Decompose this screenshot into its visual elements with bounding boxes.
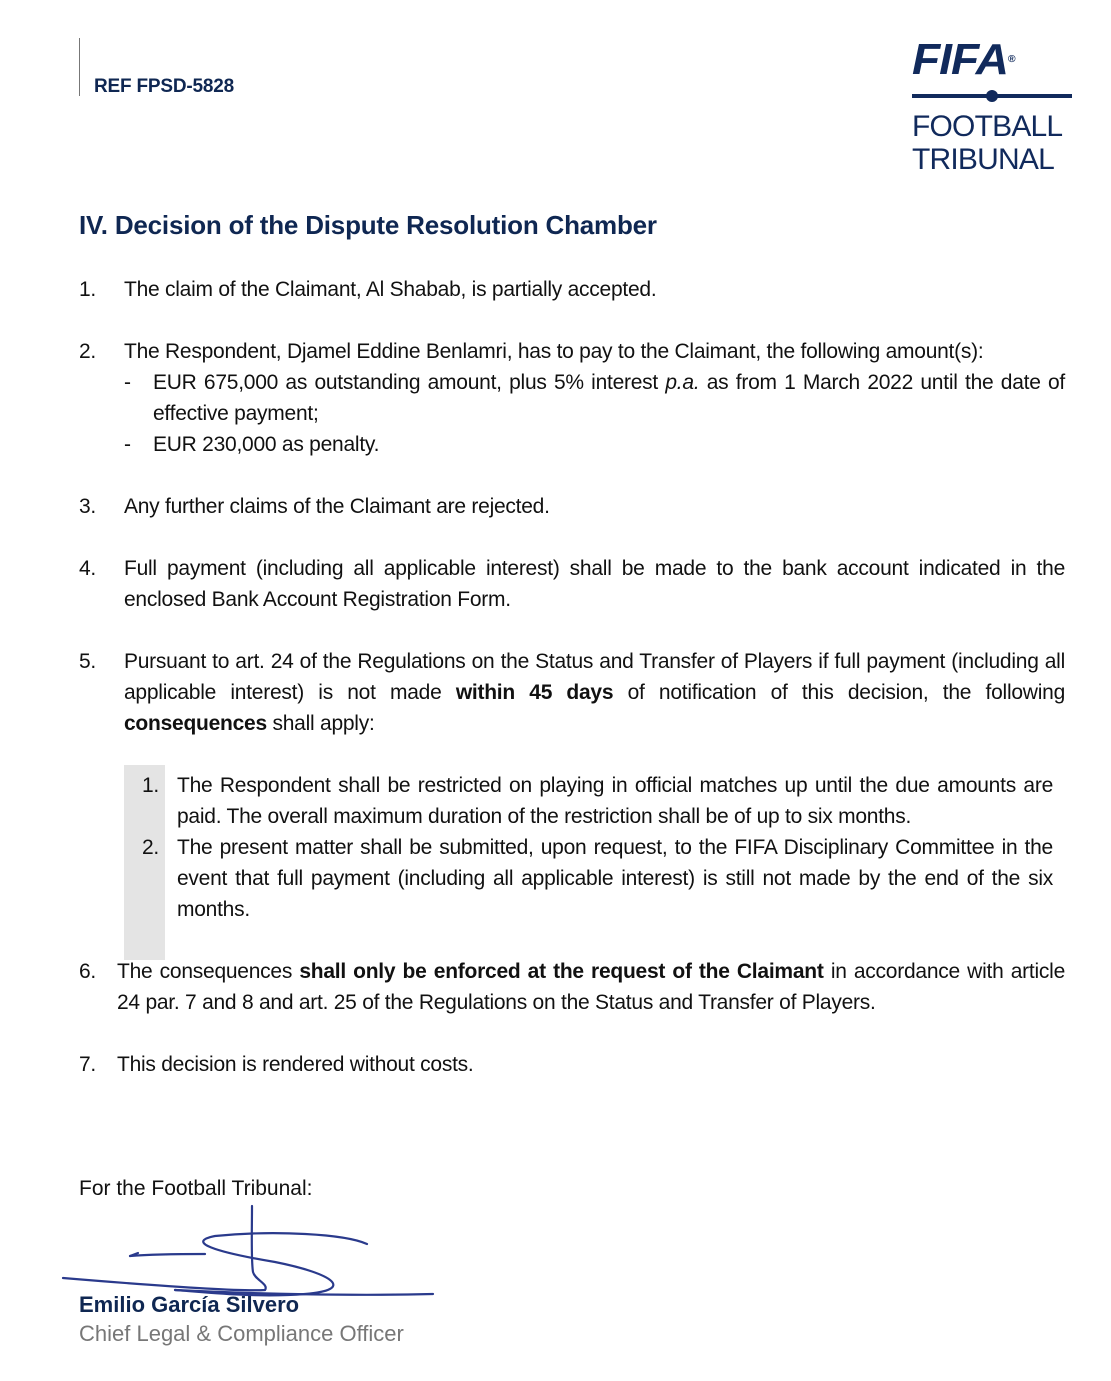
decision-item-1 xyxy=(79,274,1065,305)
fifa-football-tribunal-logo xyxy=(912,36,1074,176)
decision-list xyxy=(79,274,1065,1111)
item-text: Full payment (including all applicable interest) shall be made to the bank account indicated in the enclosed Bank Account Registration Form. xyxy=(124,557,1065,611)
section-title: IV. Decision of the Dispute Resolution Chamber xyxy=(79,210,657,240)
decision-item-6 xyxy=(79,956,1065,1018)
item-number: 1. xyxy=(79,278,97,301)
reference-number: REF FPSD-5828 xyxy=(94,76,234,97)
item-text: The claim of the Claimant, Al Shabab, is partially accepted. xyxy=(124,278,657,301)
item-text xyxy=(124,336,1065,460)
item-number: 4. xyxy=(79,557,97,580)
logo-divider xyxy=(912,94,1072,98)
consequence-item-1: 1. The Respondent shall be restricted on playing in official matches up until the due amounts are paid. The overall maximum duration of the restriction shall be of up to six months. xyxy=(141,774,1053,828)
item-intro: The Respondent, Djamel Eddine Benlamri, has to pay to the Claimant, the following amount(s): xyxy=(124,340,984,363)
header-rule xyxy=(79,38,80,96)
signature-label: For the Football Tribunal: xyxy=(79,1177,313,1200)
item-text: Pursuant to art. 24 of the Regulations on the Status and Transfer of Players if full payment (including all applicable interest) is not made within 45 days of notification of this decision, the following consequences shall apply: 1. The Respondent shall be restricted on playing in official matches up until the due amounts are paid. The overall maximum duration of the restriction shall be of up to six months. 2. The present matter shall be submitted, upon request, to the FIFA Disciplinary Committee in the event that full payment (including all applicable interest) is still not made by the end of the six months. xyxy=(124,646,1065,925)
signatory-role: Chief Legal & Compliance Officer xyxy=(79,1321,404,1346)
decision-item-5 xyxy=(79,646,1065,925)
consequences-list xyxy=(124,770,1053,925)
item-number: 2. xyxy=(79,340,97,363)
consequence-item-2: 2. The present matter shall be submitted, upon request, to the FIFA Disciplinary Committee in the event that full payment (including all applicable interest) is still not made by the end of the six months. xyxy=(141,836,1053,921)
item-text: This decision is rendered without costs. xyxy=(117,1053,474,1076)
item-text: The consequences shall only be enforced at the request of the Claimant in accordance with article 24 par. 7 and 8 and art. 25 of the Regulations on the Status and Transfer of Players. xyxy=(117,960,1066,1014)
penalty-bullet: - EUR 230,000 as penalty. xyxy=(124,433,380,456)
decision-item-4 xyxy=(79,553,1065,615)
logo-brand: FIFA® xyxy=(912,35,1015,84)
logo-text: FOOTBALL TRIBUNAL xyxy=(912,110,1063,176)
decision-item-2 xyxy=(79,336,1065,460)
amount-bullet: - EUR 675,000 as outstanding amount, plus 5% interest p.a. as from 1 March 2022 until the date of effective payment; xyxy=(124,371,1065,425)
item-number: 6. xyxy=(79,960,97,983)
signatory-name: Emilio García Silvero xyxy=(79,1292,300,1317)
item-number: 3. xyxy=(79,495,97,518)
item-number: 7. xyxy=(79,1053,97,1076)
item-number: 5. xyxy=(79,650,97,673)
item-text: Any further claims of the Claimant are rejected. xyxy=(124,495,550,518)
decision-item-3 xyxy=(79,491,1065,522)
decision-item-7 xyxy=(79,1049,1065,1080)
